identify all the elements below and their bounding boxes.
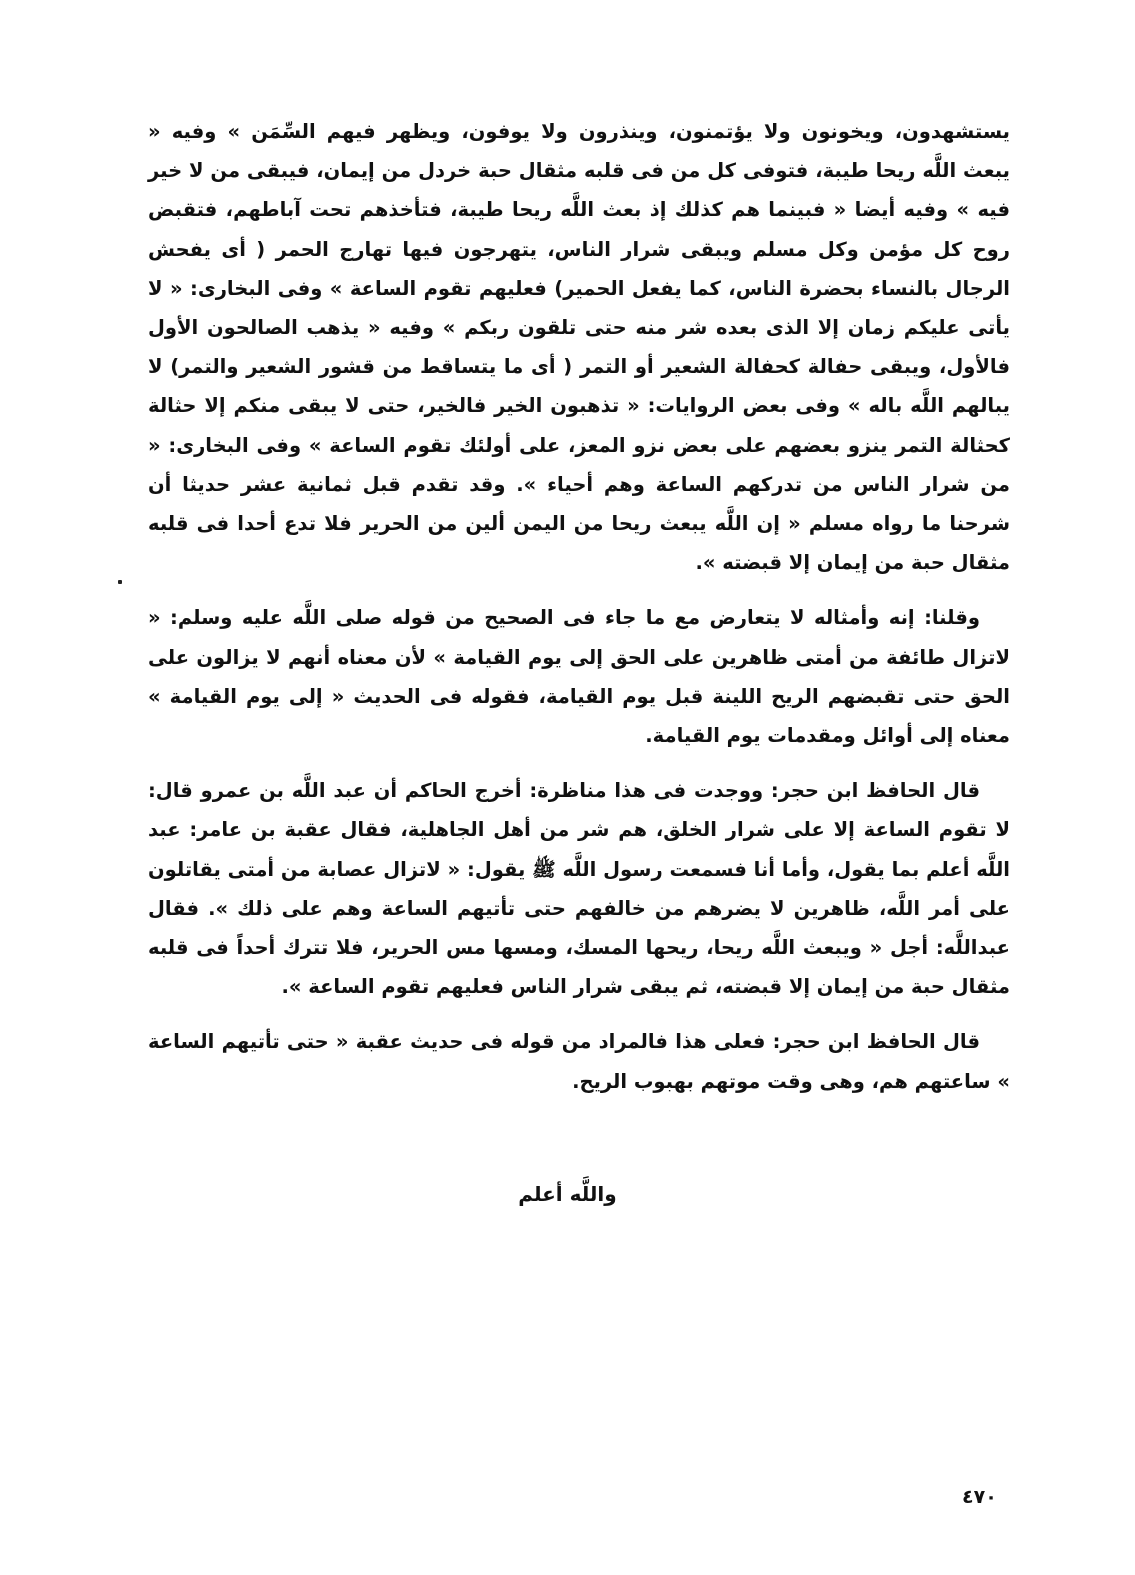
paragraph-ibn-hajar-conclusion: قال الحافظ ابن حجر: فعلى هذا فالمراد من قوله فى حديث عقبة « حتى تأتيهم الساعة » ساعتهم هم، وهى وقت موتهم بهبوب الريح. — [148, 1030, 1010, 1093]
page-number: ٤٧٠ — [962, 1486, 997, 1508]
document-body — [148, 112, 1010, 1101]
scan-artifact-dot — [118, 580, 122, 584]
paragraph-continuation: يستشهدون، ويخونون ولا يؤتمنون، وينذرون ولا يوفون، ويظهر فيهم السِّمَن » وفيه « يبعث اللَّه ريحا طيبة، فتوفى كل من فى قلبه مثقال حبة خردل من إيمان، فيبقى من لا خير فيه » وفيه أيضا « فبينما هم كذلك إذ بعث اللَّه ريحا طيبة، فتأخذهم تحت آباطهم، فتقبض روح كل مؤمن وكل مسلم ويبقى شرار الناس، يتهرجون فيها تهارج الحمر ( أى يفحش الرجال بالنساء بحضرة الناس، كما يفعل الحمير) فعليهم تقوم الساعة » وفى البخارى: « لا يأتى عليكم زمان إلا الذى بعده شر منه حتى تلقون ربكم » وفيه « يذهب الصالحون الأول فالأول، ويبقى حفالة كحفالة الشعير أو التمر ( أى ما يتساقط من قشور الشعير والتمر) لا يبالهم اللَّه باله » وفى بعض الروايات: « تذهبون الخير فالخير، حتى لا يبقى منكم إلا حثالة كحثالة التمر ينزو بعضهم على بعض نزو المعز، على أولئك تقوم الساعة » وفى البخارى: « من شرار الناس من تدركهم الساعة وهم أحياء ». وقد تقدم قبل ثمانية عشر حديثا أن شرحنا ما رواه مسلم « إن اللَّه يبعث ريحا من اليمن ألين من الحرير فلا تدع أحدا فى قلبه مثقال حبة من إيمان إلا قبضته ». — [148, 120, 1010, 575]
paragraph-ibn-hajar-debate: قال الحافظ ابن حجر: ووجدت فى هذا مناظرة: أخرج الحاكم أن عبد اللَّه بن عمرو قال: لا تقوم الساعة إلا على شرار الخلق، هم شر من أهل الجاهلية، فقال عقبة بن عامر: عبد اللَّه أعلم بما يقول، وأما أنا فسمعت رسول اللَّه ﷺ يقول: « لاتزال عصابة من أمتى يقاتلون على أمر اللَّه، ظاهرين لا يضرهم من خالفهم حتى تأتيهم الساعة وهم على ذلك ». فقال عبداللَّه: أجل « ويبعث اللَّه ريحا، ريحها المسك، ومسها مس الحرير، فلا تترك أحداً فى قلبه مثقال حبة من إيمان إلا قبضته، ثم يبقى شرار الناس فعليهم تقوم الساعة ». — [148, 779, 1010, 999]
closing-phrase: واللَّه أعلم — [518, 1182, 617, 1206]
paragraph-reconciliation: وقلنا: إنه وأمثاله لا يتعارض مع ما جاء فى الصحيح من قوله صلى اللَّه عليه وسلم: « لاتزال طائفة من أمتى ظاهرين على الحق إلى يوم القيامة » لأن معناه أنهم لا يزالون على الحق حتى تقبضهم الريح اللينة قبل يوم القيامة، فقوله فى الحديث « إلى يوم القيامة » معناه إلى أوائل ومقدمات يوم القيامة. — [148, 606, 1010, 748]
